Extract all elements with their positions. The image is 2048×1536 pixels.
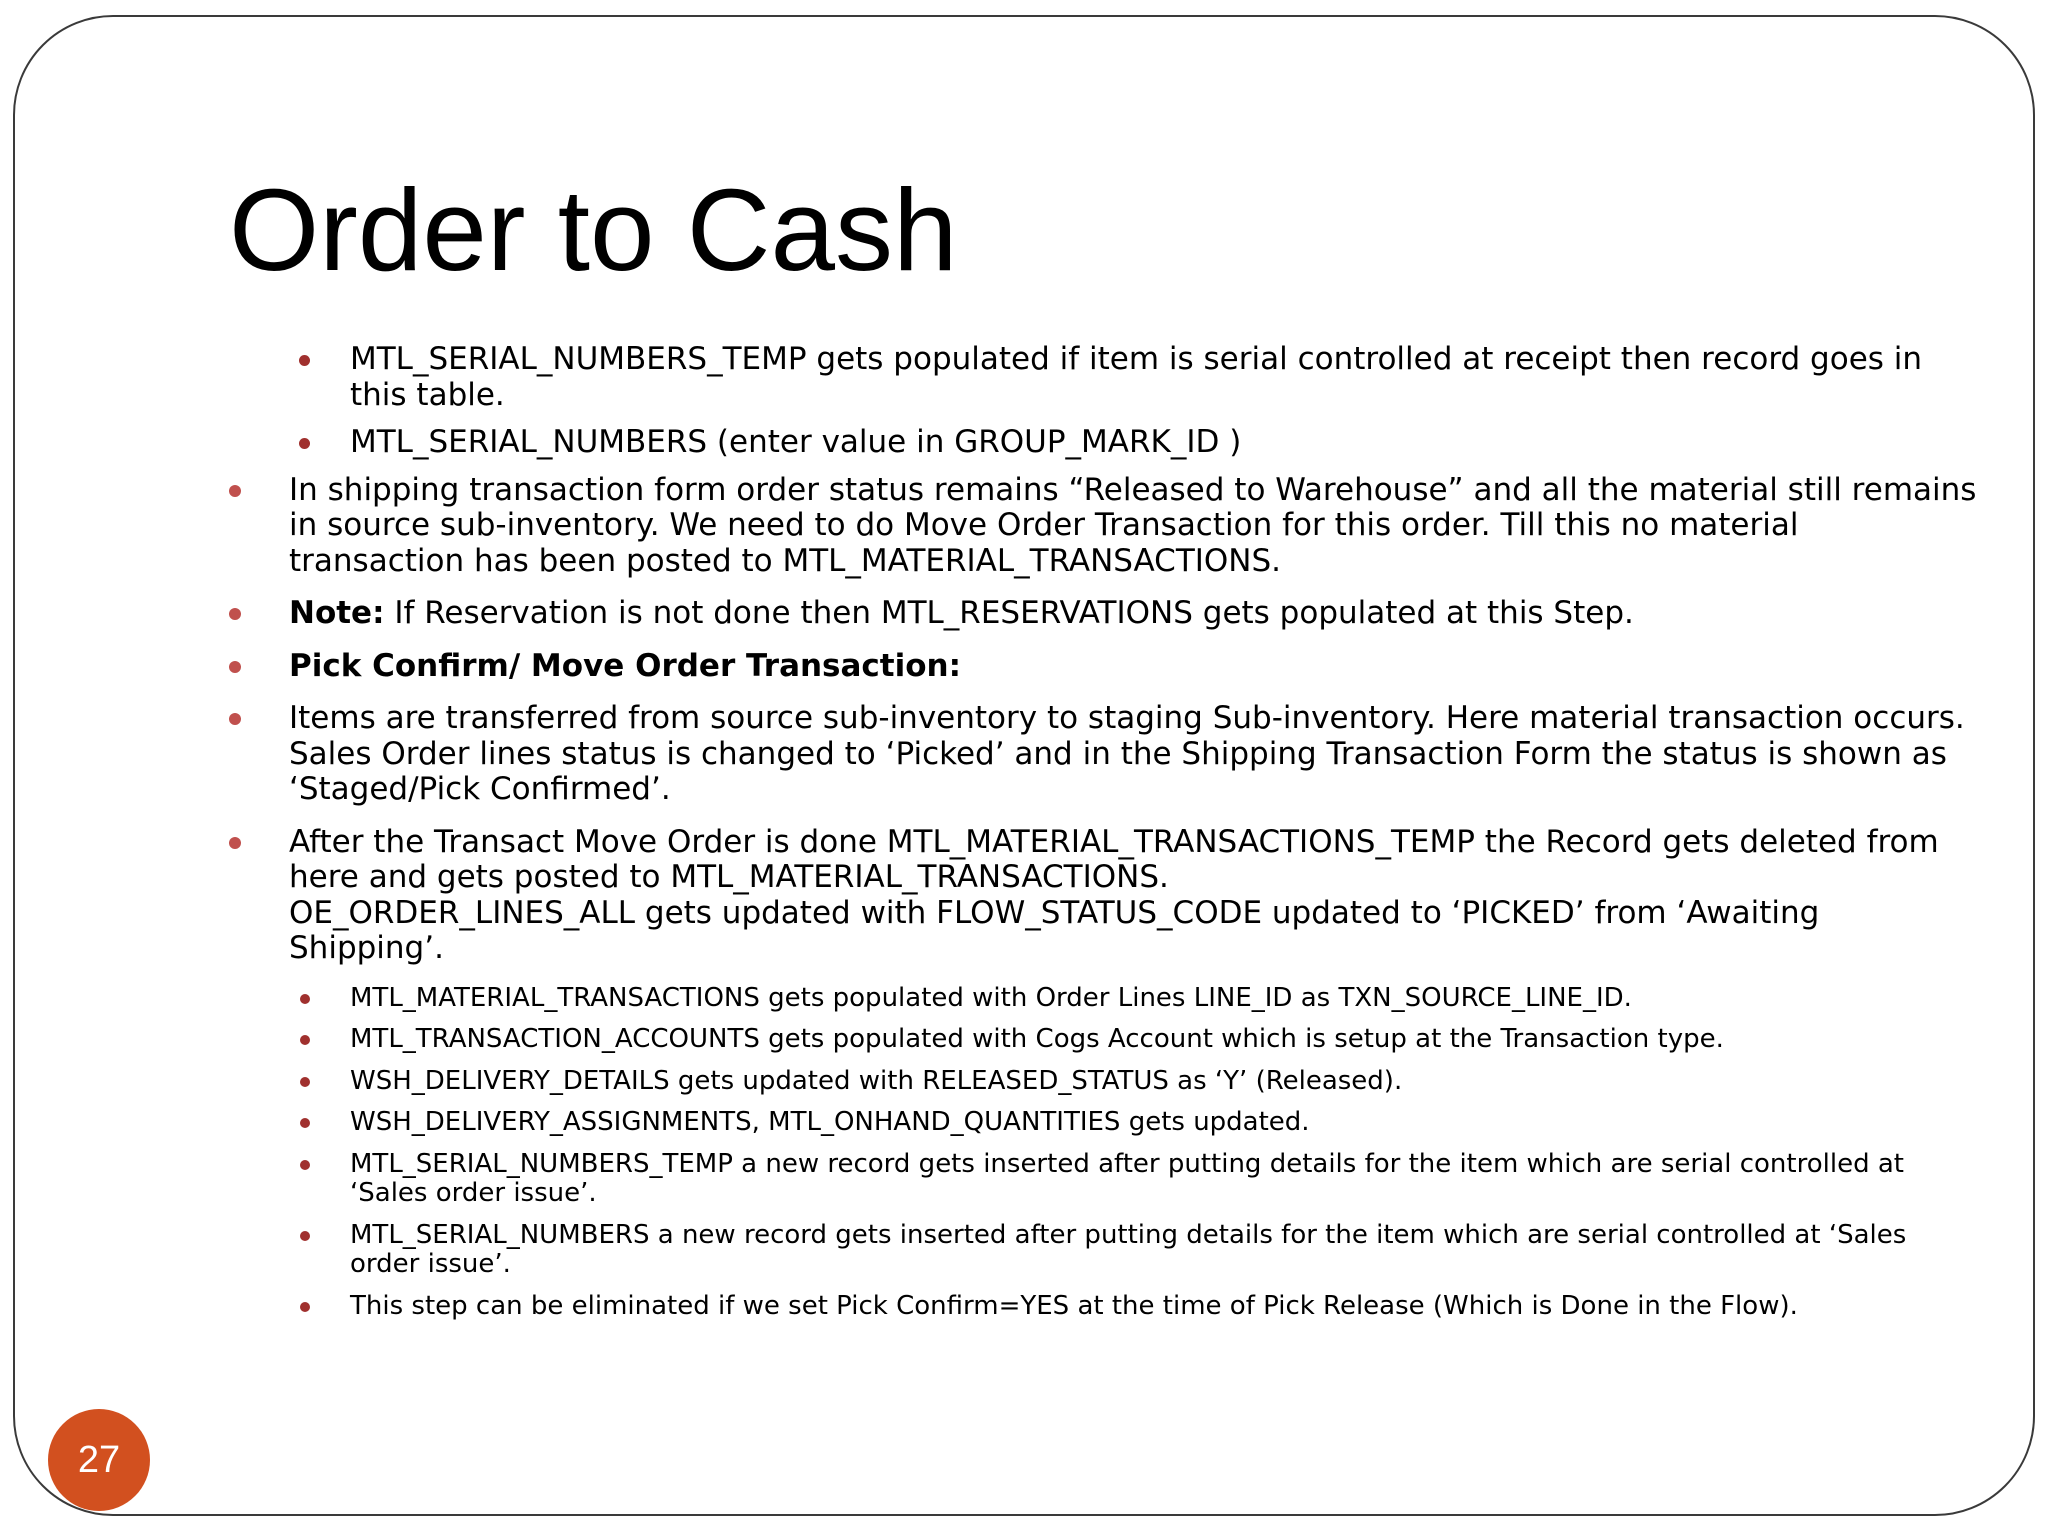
bullet-item	[15, 596, 2035, 632]
bullet-text: MTL_SERIAL_NUMBERS (enter value in GROUP_MARK_ID )	[350, 424, 1242, 460]
bullet-heading: Pick Confirm/ Move Order Transaction:	[289, 647, 962, 684]
sub-bullet-item	[15, 1292, 2035, 1322]
sub-bullet-item	[15, 1221, 2035, 1280]
bullet-dot-icon	[229, 485, 241, 497]
bullet-text: MTL_MATERIAL_TRANSACTIONS gets populated with Order Lines LINE_ID as TXN_SOURCE_LINE_ID.	[350, 982, 1632, 1013]
sub-bullet-item	[15, 1108, 2035, 1138]
bullet-item	[15, 649, 2035, 685]
page-number-badge: 27	[48, 1409, 150, 1511]
bullet-list	[15, 342, 2035, 1333]
bullet-text: MTL_SERIAL_NUMBERS_TEMP gets populated if item is serial controlled at receipt then record goes in this table.	[350, 341, 1923, 413]
bullet-dot-icon	[229, 713, 241, 725]
bullet-bold-label: Note:	[289, 595, 385, 631]
bullet-dot-icon	[300, 1077, 310, 1087]
bullet-text: After the Transact Move Order is done MTL_MATERIAL_TRANSACTIONS_TEMP the Record gets deleted from here and gets posted to MTL_MATERIAL_TRANSACTIONS.	[289, 823, 1939, 895]
bullet-dot-icon	[229, 608, 241, 620]
bullet-dot-icon	[300, 1160, 310, 1170]
bullet-text: Items are transferred from source sub-inventory to staging Sub-inventory. Here material transaction occurs. Sales Order lines status is changed to ‘Picked’ and in the Shipping Transaction Form the status is shown as ‘Staged/Pick Confirmed’.	[289, 700, 1965, 807]
sub-bullet-item	[15, 984, 2035, 1014]
bullet-dot-icon	[300, 994, 310, 1004]
bullet-dot-icon	[299, 438, 310, 449]
sub-bullet-item	[15, 1025, 2035, 1055]
bullet-text: MTL_TRANSACTION_ACCOUNTS gets populated with Cogs Account which is setup at the Transaction type.	[350, 1024, 1724, 1054]
sub-bullet-item	[15, 1150, 2035, 1209]
slide-title: Order to Cash	[229, 165, 958, 295]
bullet-text: This step can be eliminated if we set Pick Confirm=YES at the time of Pick Release (Which is Done in the Flow).	[350, 1290, 1798, 1321]
bullet-text: WSH_DELIVERY_ASSIGNMENTS, MTL_ONHAND_QUANTITIES gets updated.	[350, 1107, 1310, 1137]
bullet-text: In shipping transaction form order status remains “Released to Warehouse” and all the material still remains in source sub-inventory. We need to do Move Order Transaction for this order. Till this no material transaction has been posted to MTL_MATERIAL_TRANSACTIONS.	[289, 471, 1977, 579]
bullet-item	[15, 342, 2035, 413]
slide-frame	[13, 15, 2035, 1516]
bullet-dot-icon	[229, 837, 241, 849]
bullet-text: If Reservation is not done then MTL_RESERVATIONS gets populated at this Step.	[384, 595, 1634, 631]
bullet-text: MTL_SERIAL_NUMBERS_TEMP a new record gets inserted after putting details for the item which are serial controlled at ‘Sales order issue’.	[350, 1148, 1904, 1208]
bullet-dot-icon	[300, 1035, 310, 1045]
bullet-text-continued: OE_ORDER_LINES_ALL gets updated with FLOW_STATUS_CODE updated to ‘PICKED’ from ‘Awaiting Shipping’.	[289, 894, 1820, 966]
bullet-dot-icon	[300, 1302, 310, 1312]
bullet-item	[15, 473, 2035, 580]
bullet-item	[15, 425, 2035, 461]
bullet-item	[15, 825, 2035, 967]
sub-bullet-item	[15, 1067, 2035, 1097]
bullet-text: MTL_SERIAL_NUMBERS a new record gets inserted after putting details for the item which are serial controlled at ‘Sales order issue’.	[350, 1219, 1907, 1279]
bullet-text: WSH_DELIVERY_DETAILS gets updated with RELEASED_STATUS as ‘Y’ (Released).	[350, 1065, 1403, 1096]
bullet-dot-icon	[300, 1231, 310, 1241]
bullet-dot-icon	[299, 355, 310, 366]
bullet-dot-icon	[300, 1118, 310, 1128]
bullet-item	[15, 701, 2035, 808]
bullet-dot-icon	[229, 661, 241, 673]
